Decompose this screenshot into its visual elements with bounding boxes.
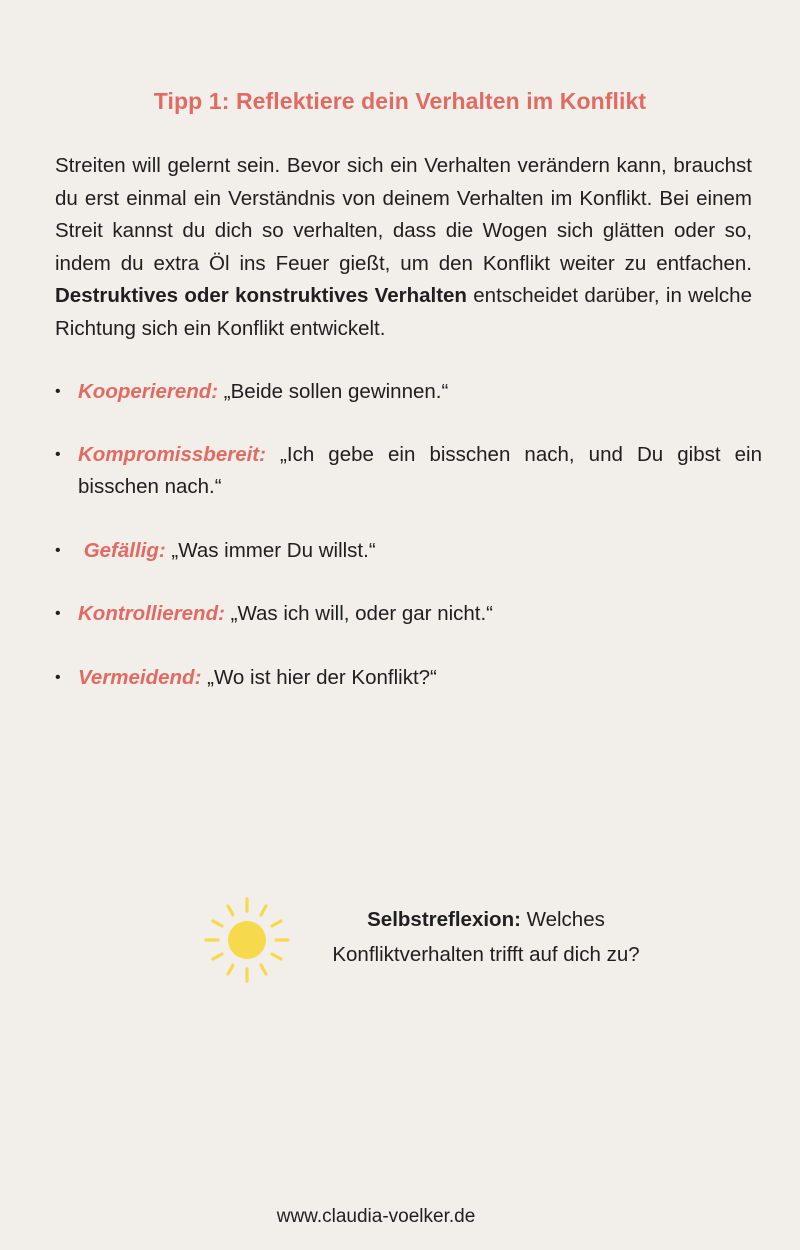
self-reflection-line2: Konfliktverhalten trifft auf dich zu? (332, 943, 640, 966)
style-term: Vermeidend: (78, 665, 202, 689)
page-title: Tipp 1: Reflektiere dein Verhalten im Konflikt (153, 88, 647, 114)
bullet-icon: • (55, 668, 61, 686)
style-quote: „Wo ist hier der Konflikt?“ (201, 665, 437, 689)
style-quote: „Beide sollen gewinnen.“ (218, 380, 449, 403)
list-item (55, 535, 762, 568)
list-item (55, 439, 762, 504)
intro-bold-text: Destruktives oder konstruktives Verhalten (55, 284, 467, 307)
self-reflection-line1: Welches (520, 908, 605, 931)
style-quote: „Was immer Du willst.“ (165, 538, 376, 562)
footer-website: www.claudia-voelker.de (276, 1206, 476, 1227)
style-quote: „Was ich will, oder gar nicht.“ (224, 602, 494, 625)
bullet-icon: • (55, 605, 61, 622)
list-item (55, 662, 762, 695)
self-reflection-text (300, 902, 672, 972)
list-item (55, 376, 762, 409)
intro-paragraph (55, 150, 752, 345)
conflict-styles-list (55, 376, 762, 694)
intro-text: Streiten will gelernt sein. Bevor sich ein Verhalten verändern kann, brauchst du erst einmal ein Verständnis von deinem Verhalten im Konflikt. Bei einem Streit kannst du dich so verhalten, dass die Wogen sich glätten oder so, indem du extra Öl ins Feuer gießt, um den Konflikt weiter zu entfachen. (55, 154, 752, 275)
sun-icon (204, 897, 290, 983)
intro-text-end: entscheidet darüber, in welche Richtung sich ein Konflikt entwickelt. (55, 284, 752, 340)
style-term: Kompromissbereit: (78, 442, 266, 466)
bullet-icon: • (55, 445, 61, 463)
bullet-icon: • (55, 383, 61, 400)
self-reflection-label: Selbstreflexion: (367, 908, 521, 931)
list-item (55, 598, 762, 631)
bullet-icon: • (55, 541, 61, 559)
style-quote: „Ich gebe ein bisschen nach, und Du gibst ein bisschen nach.“ (78, 442, 762, 498)
style-term: Kontrollierend: (78, 602, 225, 625)
style-term: Gefällig: (78, 538, 166, 562)
style-term: Kooperierend: (78, 380, 219, 403)
